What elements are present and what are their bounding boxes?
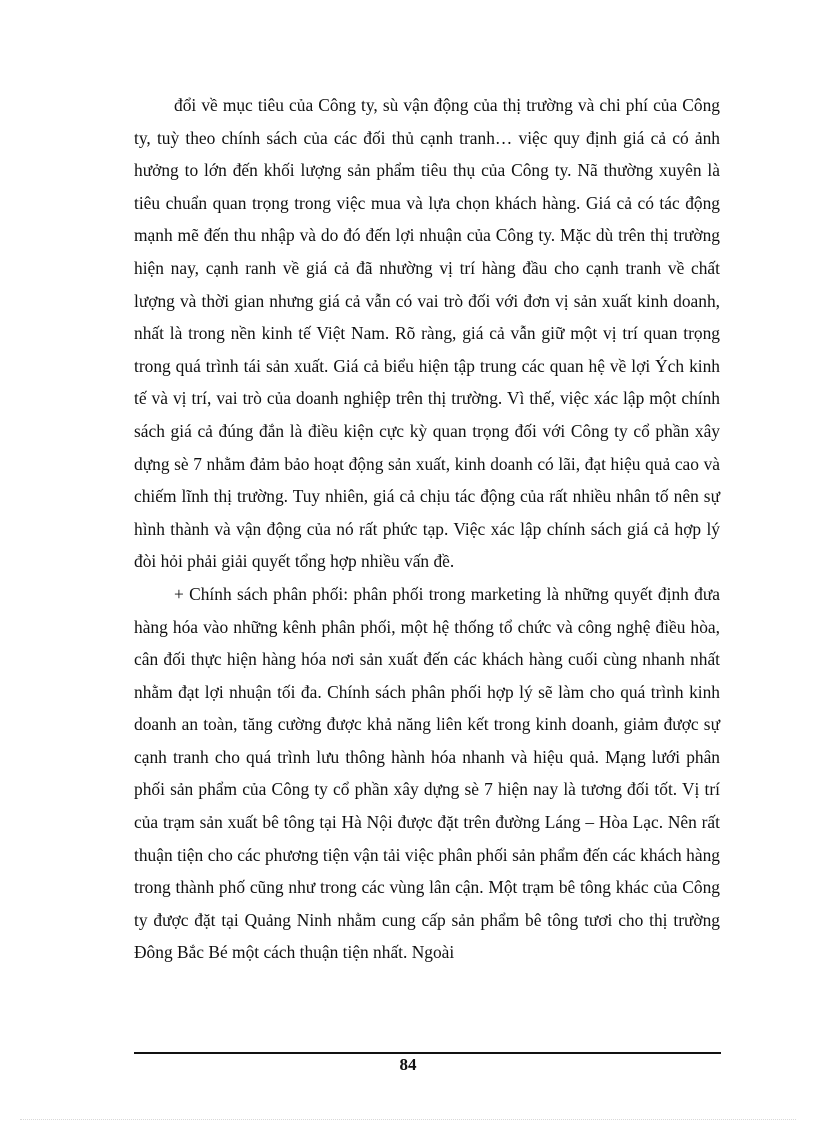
- page-number: 84: [399, 1055, 417, 1074]
- document-body: [134, 89, 720, 969]
- page-bottom-border: [20, 1119, 796, 1120]
- paragraph-pricing-policy: đổi về mục tiêu của Công ty, sù vận động của thị trường và chi phí của Công ty, tuỳ theo chính sách của các đối thủ cạnh tranh… việc quy định giá cả có ảnh hưởng to lớn đến khối lượng sản phẩm tiêu thụ của Công ty. Nã thường xuyên là tiêu chuẩn quan trọng trong việc mua và lựa chọn khách hàng. Giá cả có tác động mạnh mẽ đến thu nhập và do đó đến lợi nhuận của Công ty. Mặc dù trên thị trường hiện nay, cạnh ranh về giá cả đã nhường vị trí hàng đầu cho cạnh tranh về chất lượng và thời gian nhưng giá cả vẫn có vai trò đối với đơn vị sản xuất kinh doanh, nhất là trong nền kinh tế Việt Nam. Rõ ràng, giá cả vẫn giữ một vị trí quan trọng trong quá trình tái sản xuất. Giá cả biểu hiện tập trung các quan hệ về lợi Ých kinh tế và vị trí, vai trò của doanh nghiệp trên thị trường. Vì thế, việc xác lập một chính sách giá cả đúng đắn là điều kiện cực kỳ quan trọng đối với Công ty cổ phần xây dựng sè 7 nhằm đảm bảo hoạt động sản xuất, kinh doanh có lãi, đạt hiệu quả cao và chiếm lĩnh thị trường. Tuy nhiên, giá cả chịu tác động của rất nhiều nhân tố nên sự hình thành và vận động của nó rất phức tạp. Việc xác lập chính sách giá cả hợp lý đòi hỏi phải giải quyết tổng hợp nhiều vấn đề.: [134, 95, 720, 572]
- paragraph-distribution-policy: + Chính sách phân phối: phân phối trong marketing là những quyết định đưa hàng hóa vào những kênh phân phối, một hệ thống tổ chức và công nghệ điều hòa, cân đối thực hiện hàng hóa nơi sản xuất đến các khách hàng cuối cùng nhanh nhất nhằm đạt lợi nhuận tối đa. Chính sách phân phối hợp lý sẽ làm cho quá trình kinh doanh an toàn, tăng cường được khả năng liên kết trong kinh doanh, giảm được sự cạnh tranh cho quá trình lưu thông hành hóa nhanh và hiệu quả. Mạng lưới phân phối sản phẩm của Công ty cổ phần xây dựng sè 7 hiện nay là tương đối tốt. Vị trí của trạm sản xuất bê tông tại Hà Nội được đặt trên đường Láng – Hòa Lạc. Nên rất thuận tiện cho các phương tiện vận tải việc phân phối sản phẩm đến các khách hàng trong thành phố cũng như trong các vùng lân cận. Một trạm bê tông khác của Công ty được đặt tại Quảng Ninh nhằm cung cấp sản phẩm bê tông tươi cho thị trường Đông Bắc Bé một cách thuận tiện nhất. Ngoài: [134, 583, 720, 963]
